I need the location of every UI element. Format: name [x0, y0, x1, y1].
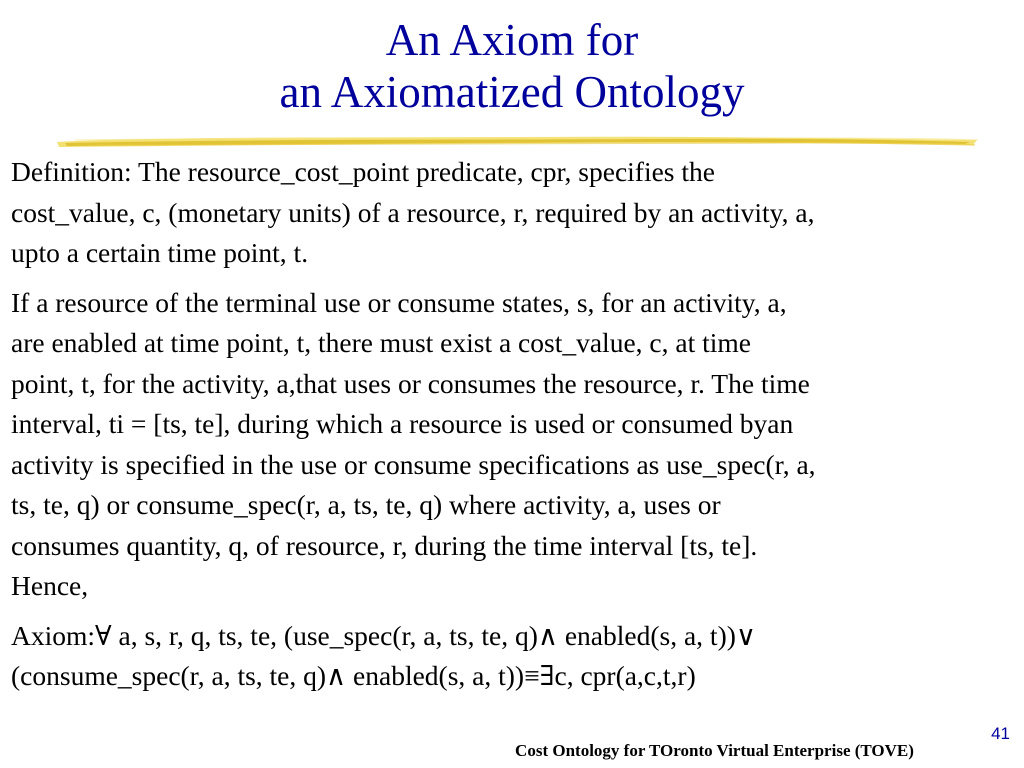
slide-title	[0, 14, 1024, 118]
footer-text: Cost Ontology for TOronto Virtual Enterprise (TOVE)	[515, 741, 914, 760]
definition-line: upto a certain time point, t.	[11, 237, 309, 268]
explanation-line: interval, ti = [ts, te], during which a resource is used or consumed byan	[11, 408, 794, 439]
explanation-line: consumes quantity, q, of resource, r, during the time interval [ts, te].	[11, 529, 758, 561]
explanation-line: ts, te, q) or consume_spec(r, a, ts, te, q) where activity, a, uses or	[11, 489, 721, 520]
explanation-line: If a resource of the terminal use or consume states, s, for an activity, a,	[11, 286, 787, 318]
explanation-line: point, t, for the activity, a,that uses or consumes the resource, r. The time	[11, 367, 810, 399]
slide-body	[11, 152, 1016, 706]
title-line-2: an Axiomatized Ontology	[279, 67, 745, 117]
axiom-paragraph	[11, 616, 1016, 697]
page-number: 41	[991, 724, 1010, 743]
definition-paragraph	[11, 152, 1016, 274]
definition-line: cost_value, c, (monetary units) of a resource, r, required by an activity, a,	[11, 196, 815, 228]
explanation-line: are enabled at time point, t, there must exist a cost_value, c, at time	[11, 327, 751, 358]
axiom-line: (consume_spec(r, a, ts, te, q)∧ enabled(s, a, t))≡∃c, cpr(a,c,t,r)	[11, 660, 696, 691]
title-line-1: An Axiom for	[385, 15, 639, 65]
definition-line: Definition: The resource_cost_point predicate, cpr, specifies the	[11, 156, 715, 187]
explanation-line: activity is specified in the use or consume specifications as use_spec(r, a,	[11, 448, 816, 480]
axiom-line: Axiom:∀ a, s, r, q, ts, te, (use_spec(r, a, ts, te, q)∧ enabled(s, a, t))∨	[11, 619, 757, 651]
explanation-line: Hence,	[11, 570, 89, 601]
explanation-paragraph	[11, 283, 1016, 607]
